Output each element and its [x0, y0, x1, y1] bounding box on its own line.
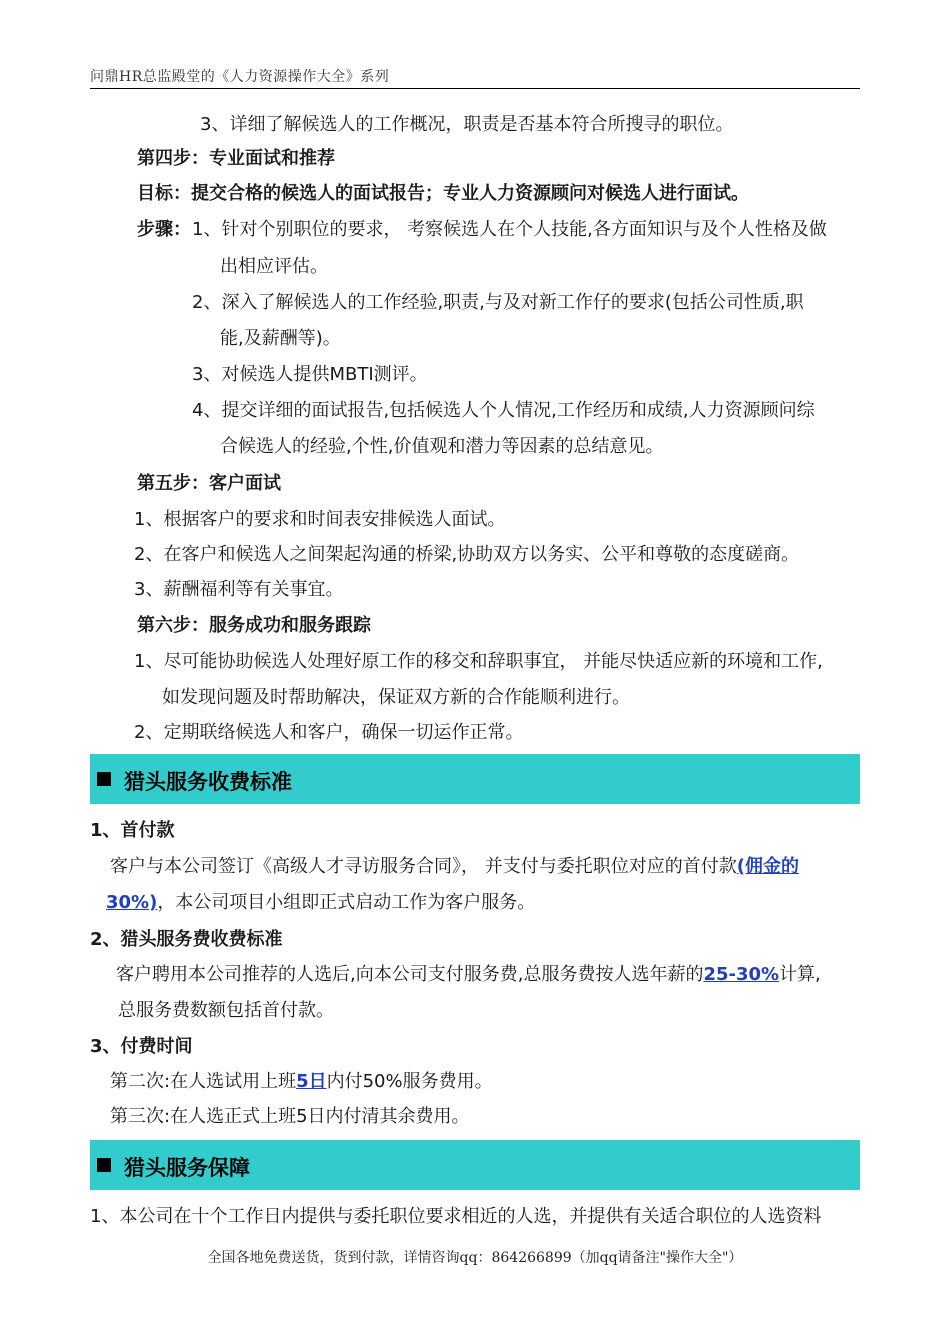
- fees-s2-title: 2、猎头服务费收费标准: [90, 929, 283, 950]
- step4-item3: 3、对候选人提供MBTI测评。: [192, 364, 428, 385]
- fees-s1-percent-link[interactable]: 30%): [106, 892, 158, 913]
- fees-s1-text-b: ，本公司项目小组即正式启动工作为客户服务。: [157, 892, 536, 913]
- fees-s2-line-a: [116, 963, 821, 987]
- step4-item1-b: 出相应评估。: [220, 256, 328, 277]
- running-header: 问鼎HR总监殿堂的《人力资源操作大全》系列: [90, 69, 390, 85]
- step5-item2: 2、在客户和候选人之间架起沟通的桥梁,协助双方以务实、公平和尊敬的态度磋商。: [134, 544, 800, 565]
- fees-s2-text-a-end: 计算,: [779, 964, 821, 985]
- step6-item2: 2、定期联络候选人和客户，确保一切运作正常。: [134, 722, 524, 743]
- fees-s1-line-b: [106, 891, 535, 915]
- step4-item2-b: 能,及薪酬等)。: [220, 328, 341, 349]
- fees-s3-days-link[interactable]: 5日: [296, 1071, 327, 1092]
- fees-s3-line-a: [110, 1070, 493, 1094]
- fees-s3-text-a-end: 内付50%服务费用。: [326, 1071, 493, 1092]
- fees-s3-text-a: 第二次:在人选试用上班: [110, 1071, 297, 1092]
- step4-item1-a: 1、针对个别职位的要求， 考察候选人在个人技能,各方面知识与及个人性格及做: [192, 219, 827, 240]
- step6-title: 第六步：服务成功和服务跟踪: [137, 615, 371, 636]
- guarantee-banner: [90, 1140, 860, 1190]
- header-rule: [90, 88, 860, 89]
- guarantee-item1: 1、本公司在十个工作日内提供与委托职位要求相近的人选，并提供有关适合职位的人选资料: [90, 1206, 822, 1227]
- fees-s1-commission-link[interactable]: (佣金的: [736, 856, 799, 877]
- square-bullet-icon: [97, 1158, 111, 1172]
- step4-goal: 目标：提交合格的候选人的面试报告；专业人力资源顾问对候选人进行面试。: [137, 183, 749, 204]
- fees-banner: [90, 754, 860, 804]
- step6-item1-b: 如发现问题及时帮助解决，保证双方新的合作能顺利进行。: [162, 687, 630, 708]
- fees-s1-text-a: 客户与本公司签订《高级人才寻访服务合同》， 并支付与委托职位对应的首付款: [110, 856, 737, 877]
- step4-item4-b: 合候选人的经验,个性,价值观和潜力等因素的总结意见。: [220, 436, 664, 457]
- step5-title: 第五步：客户面试: [137, 473, 281, 494]
- step6-item1-a: 1、尽可能协助候选人处理好原工作的移交和辞职事宜， 并能尽快适应新的环境和工作,: [134, 651, 823, 672]
- fees-s1-line-a: [110, 855, 799, 879]
- step4-item4-a: 4、提交详细的面试报告,包括候选人个人情况,工作经历和成绩,人力资源顾问综: [192, 400, 815, 421]
- fees-banner-title: 猎头服务收费标准: [124, 770, 292, 794]
- fees-s2-rate-link[interactable]: 25-30%: [703, 964, 780, 985]
- step4-title: 第四步：专业面试和推荐: [137, 148, 335, 169]
- guarantee-banner-title: 猎头服务保障: [124, 1156, 250, 1180]
- step5-item3: 3、薪酬福利等有关事宜。: [134, 579, 344, 600]
- fees-s1-title: 1、首付款: [90, 820, 175, 841]
- page-footer: 全国各地免费送货，货到付款，详情咨询qq：864266899（加qq请备注"操作大全"）: [207, 1250, 743, 1266]
- fees-s2-text-a: 客户聘用本公司推荐的人选后,向本公司支付服务费,总服务费按人选年薪的: [116, 964, 704, 985]
- step5-item1: 1、根据客户的要求和时间表安排候选人面试。: [134, 509, 506, 530]
- fees-s3-title: 3、付费时间: [90, 1036, 193, 1057]
- square-bullet-icon: [97, 772, 111, 786]
- fees-s3-line-b: 第三次:在人选正式上班5日内付清其余费用。: [110, 1106, 470, 1127]
- step3-item3: 3、详细了解候选人的工作概况，职责是否基本符合所搜寻的职位。: [200, 114, 734, 135]
- step4-steps-label: 步骤：: [137, 219, 191, 240]
- fees-s2-line-b: 总服务费数额包括首付款。: [118, 1000, 334, 1021]
- step4-item2-a: 2、深入了解候选人的工作经验,职责,与及对新工作仔的要求(包括公司性质,职: [192, 292, 804, 313]
